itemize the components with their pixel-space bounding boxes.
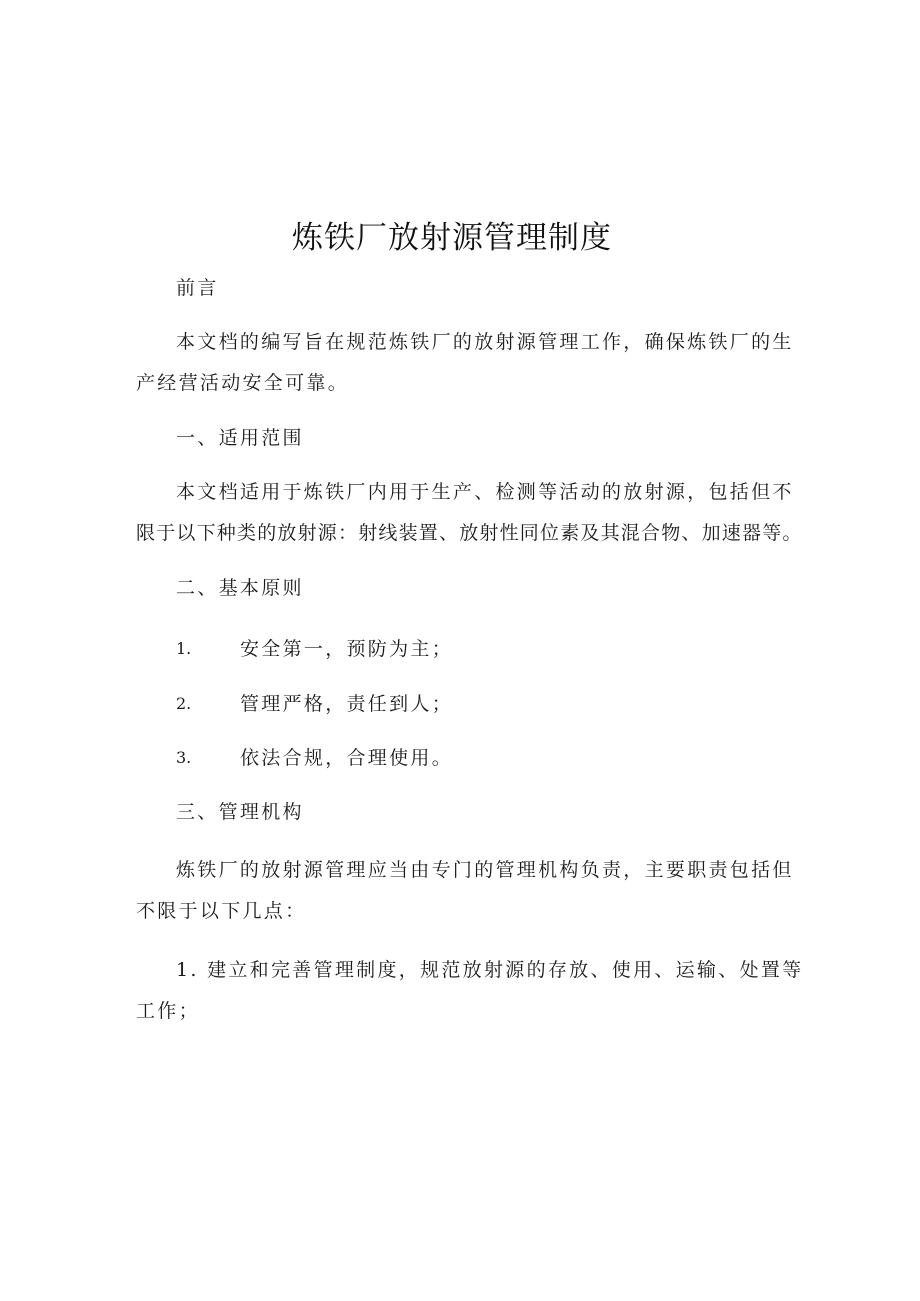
scope-heading: 一、适用范围 <box>176 427 304 449</box>
preface-paragraph-line-2: 产经营活动安全可靠。 <box>136 372 350 394</box>
principle-number-2: 2. <box>176 694 192 713</box>
principle-number-1: 1. <box>176 639 192 658</box>
principles-heading: 二、基本原则 <box>176 577 304 599</box>
organization-duty-line-2: 工作； <box>136 1000 200 1022</box>
preface-paragraph-line-1: 本文档的编写旨在规范炼铁厂的放射源管理工作，确保炼铁厂的生 <box>176 331 794 353</box>
principle-text-3: 依法合规，合理使用。 <box>240 747 454 769</box>
document-title: 炼铁厂放射源管理制度 <box>292 220 612 256</box>
organization-duty-line-1: 1. 建立和完善管理制度，规范放射源的存放、使用、运输、处置等 <box>176 959 804 981</box>
organization-paragraph-line-1: 炼铁厂的放射源管理应当由专门的管理机构负责，主要职责包括但 <box>176 859 794 881</box>
principle-text-1: 安全第一，预防为主； <box>240 638 454 660</box>
organization-paragraph-line-2: 不限于以下几点： <box>136 900 307 922</box>
scope-paragraph-line-2: 限于以下种类的放射源：射线装置、放射性同位素及其混合物、加速器等。 <box>136 522 803 544</box>
preface-heading: 前言 <box>176 277 219 299</box>
organization-heading: 三、管理机构 <box>176 801 304 823</box>
scope-paragraph-line-1: 本文档适用于炼铁厂内用于生产、检测等活动的放射源，包括但不 <box>176 481 794 503</box>
principle-text-2: 管理严格，责任到人； <box>240 693 454 715</box>
principle-number-3: 3. <box>176 748 192 767</box>
